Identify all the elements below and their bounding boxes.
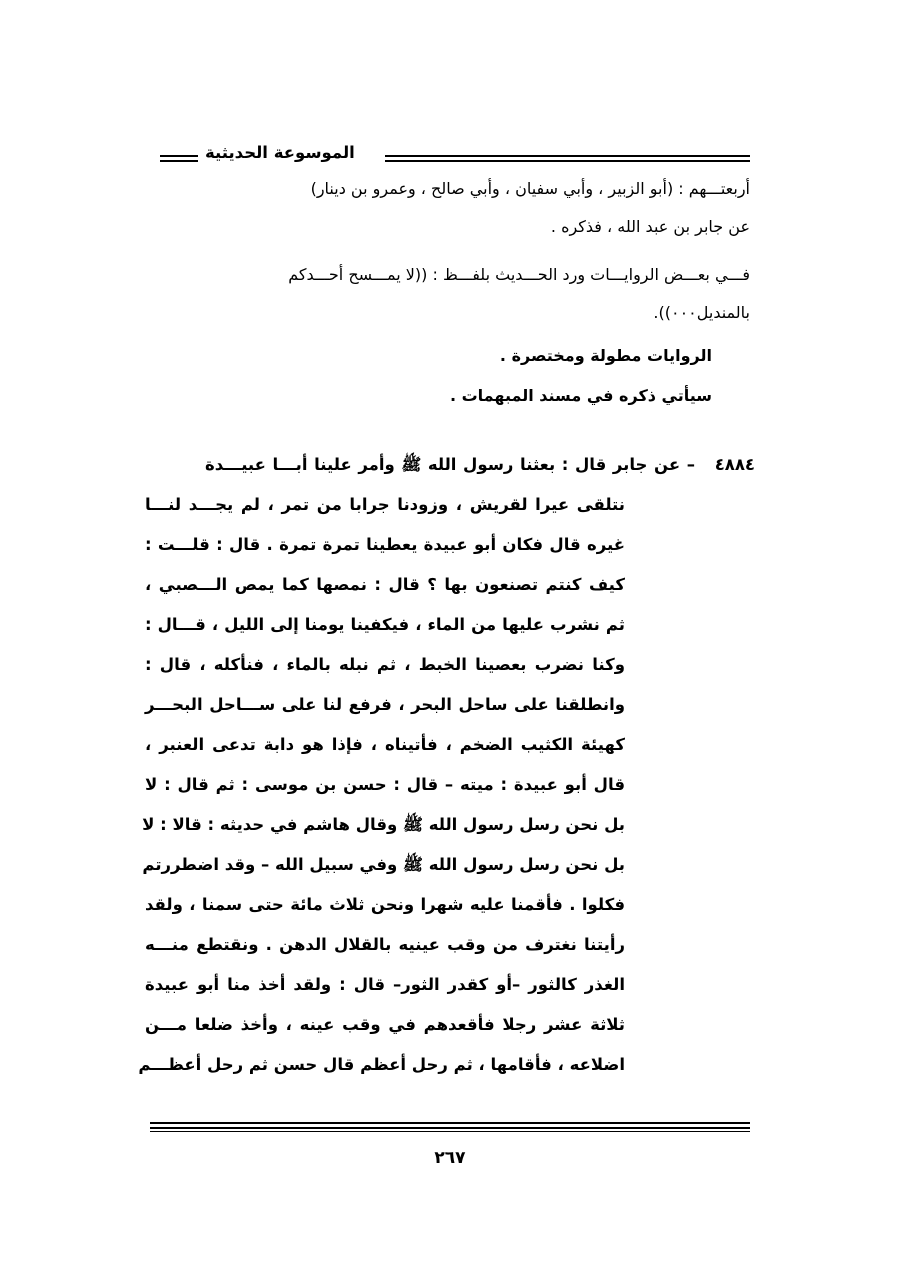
hadith-line: وانطلقنا على ساحل البحر ، فرفع لنا على ســـاحل البحـــر — [145, 695, 625, 714]
intro-line: أربعتـــهم : (أبو الزبير ، وأبي سفيان ، وأبي صالح ، وعمرو بن دينار) — [310, 179, 750, 198]
hadith-line: رأيتنا نغترف من وقب عينيه بالقلال الدهن . ونقتطع منـــه — [145, 935, 625, 954]
hadith-number: ٤٨٨٤ — [714, 455, 755, 474]
hadith-line: ثلاثة عشر رجلا فأقعدهم في وقب عينه ، وأخذ ضلعا مـــن — [145, 1015, 625, 1034]
hadith-line: غيره قال فكان أبو عبيدة يعطينا تمرة تمرة . قال : قلـــت : — [145, 535, 625, 554]
footer-rule-thick — [150, 1122, 750, 1129]
hadith-line: بل نحن رسل رسول الله ﷺ وقال هاشم في حديثه : قالا : لا — [142, 815, 625, 834]
page-number: ٢٦٧ — [434, 1148, 466, 1168]
hadith-line: وكنا نضرب بعصينا الخبط ، ثم نبله بالماء ، فنأكله ، قال : — [145, 655, 625, 674]
hadith-line: كهيئة الكثيب الضخم ، فأتيناه ، فإذا هو دابة تدعى العنبر ، — [145, 735, 625, 754]
intro-line: فـــي بعـــض الروايـــات ورد الحـــديث بلفـــظ : ((لا يمـــسح أحـــدكم — [288, 265, 750, 284]
header-title: الموسوعة الحديثية — [205, 143, 355, 162]
note-line: الروايات مطولة ومختصرة . — [499, 346, 712, 365]
header-rule-short — [160, 155, 198, 162]
page-header — [150, 143, 750, 171]
footer-rule-thin — [150, 1131, 750, 1132]
hadith-line: قال أبو عبيدة : ميته – قال : حسن بن موسى : ثم قال : لا — [145, 775, 625, 794]
hadith-line: – عن جابر قال : بعثنا رسول الله ﷺ وأمر علينا أبـــا عبيـــدة — [205, 455, 695, 474]
hadith-line: كيف كنتم تصنعون بها ؟ قال : نمصها كما يمص الـــصبي ، — [145, 575, 625, 594]
hadith-line: اضلاعه ، فأقامها ، ثم رحل أعظم قال حسن ثم رحل أعظـــم — [138, 1055, 625, 1074]
header-rule-long — [385, 155, 750, 162]
hadith-line: نتلقى عيرا لقريش ، وزودنا جرابا من تمر ، لم يجـــد لنـــا — [145, 495, 625, 514]
note-line: سيأتي ذكره في مسند المبهمات . — [449, 386, 712, 405]
hadith-line: فكلوا . فأقمنا عليه شهرا ونحن ثلاث مائة حتى سمنا ، ولقد — [145, 895, 625, 914]
hadith-line: ثم نشرب عليها من الماء ، فيكفينا يومنا إلى الليل ، قـــال : — [145, 615, 625, 634]
hadith-line: الغذر كالثور –أو كقدر الثور– قال : ولقد أخذ منا أبو عبيدة — [145, 975, 625, 994]
hadith-line: بل نحن رسل رسول الله ﷺ وفي سبيل الله – وقد اضطررتم — [142, 855, 625, 874]
intro-line: بالمنديل٠٠٠)). — [653, 303, 750, 322]
intro-line: عن جابر بن عبد الله ، فذكره . — [550, 217, 750, 236]
